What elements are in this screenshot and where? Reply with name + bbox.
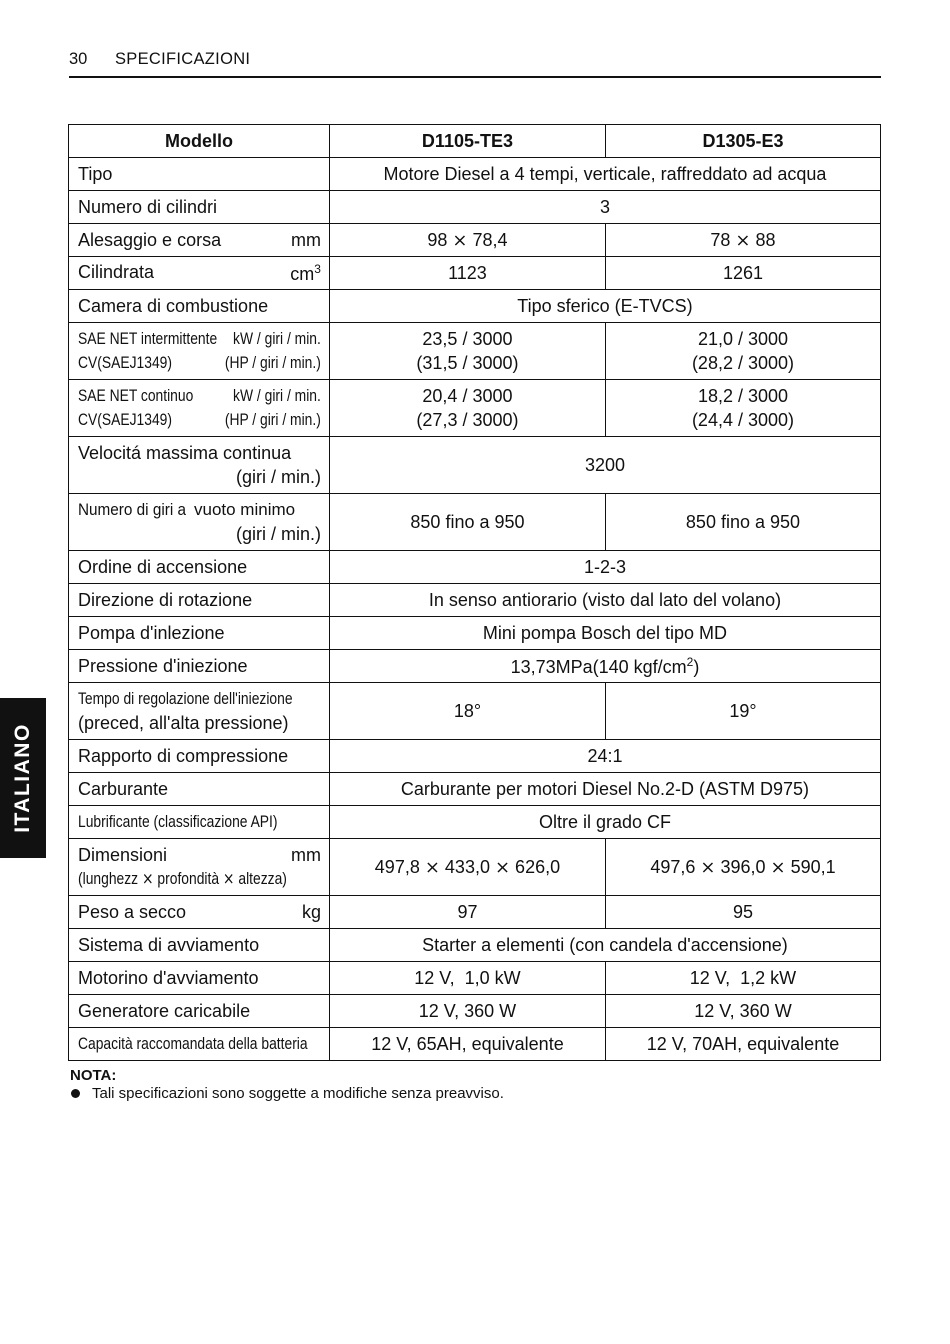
row-value-2: 12 V, 1,2 kW [605,962,880,995]
row-unit: kg [301,901,321,922]
row-label: Alesaggio e corsa [78,229,222,250]
row-label: Tempo di regolazione dell'iniezione [78,690,293,708]
row-label: Ordine di accensione [69,551,330,584]
row-label-2: (preced, all'alta pressione) [78,713,289,733]
row-unit: mm [290,845,321,865]
row-value: 3 [329,191,880,224]
note-title: NOTA: [70,1067,117,1084]
row-value: Starter a elementi (con candela d'accensione) [329,929,880,962]
language-tab-label: ITALIANO [11,723,35,833]
table-row [69,683,881,740]
row-value-1: 23,5 / 3000 (31,5 / 3000) [329,323,605,380]
page-header [69,48,881,78]
table-row [69,773,881,806]
table-row [69,929,881,962]
row-value-2: 19° [605,683,880,740]
row-value-1: 12 V, 360 W [329,995,605,1028]
note-text: Tali specificazioni sono soggette a modifiche senza preavviso. [92,1085,504,1102]
header-model-1: D1105-TE3 [329,125,605,158]
row-value-1: 98 ⨯ 78,4 [329,224,605,257]
row-value: Oltre il grado CF [329,806,880,839]
row-value: Carburante per motori Diesel No.2-D (ASTM D975) [329,773,880,806]
bullet-icon [71,1089,80,1098]
row-value: In senso antiorario (visto dal lato del volano) [329,584,880,617]
table-row [69,740,881,773]
row-value-1: 97 [329,896,605,929]
row-label: Tipo [69,158,330,191]
row-value-2: 497,6 ⨯ 396,0 ⨯ 590,1 [605,839,880,896]
row-label: SAE NET intermittente [78,330,218,348]
row-label: CV(SAEJ1349) [78,354,172,372]
row-label: Numero di giri a vuoto minimo [78,500,296,519]
row-label: Numero di cilindri [69,191,330,224]
table-row [69,617,881,650]
page-number: 30 [69,50,88,68]
row-label: Dimensioni [78,845,168,865]
row-unit: $cm^3$ [290,261,321,284]
row-label: Rapporto di compressione [69,740,330,773]
row-unit: (HP / giri / min.) [224,354,321,372]
row-label: Velocitá massima continua [78,443,292,463]
section-title: SPECIFICAZIONI [115,50,251,68]
table-row [69,806,881,839]
row-label: Capacità raccomandata della batteria [78,1034,308,1053]
header-modello: Modello [69,125,330,158]
table-header-row [69,125,881,158]
row-label-2: (lunghezz ⨯ profondità ⨯ altezza) [78,870,287,888]
row-value-1: 20,4 / 3000 (27,3 / 3000) [329,380,605,437]
table-row [69,896,881,929]
header-model-2: D1305-E3 [605,125,880,158]
row-value-1: 12 V, 65AH, equivalente [329,1028,605,1061]
row-label: Pressione d'iniezione [69,650,330,683]
table-row [69,380,881,437]
row-value: Mini pompa Bosch del tipo MD [329,617,880,650]
table-row [69,650,881,683]
row-value-1: 1123 [329,257,605,290]
spec-table [68,124,881,1061]
row-unit: (HP / giri / min.) [224,411,321,429]
table-row [69,584,881,617]
row-label: Generatore caricabile [69,995,330,1028]
row-label: Lubrificante (classificazione API) [78,812,278,831]
row-value: 1-2-3 [329,551,880,584]
language-tab [0,698,46,858]
table-row [69,158,881,191]
row-value: Tipo sferico (E-TVCS) [329,290,880,323]
table-row [69,257,881,290]
note-section [70,1067,504,1102]
row-unit: (giri / min.) [235,524,321,544]
row-unit: mm [290,229,321,250]
row-value-1: 850 fino a 950 [329,494,605,551]
table-row [69,551,881,584]
row-unit: kW / giri / min. [233,387,321,405]
row-label: Sistema di avviamento [69,929,330,962]
row-value-2: 78 ⨯ 88 [605,224,880,257]
row-label: Camera di combustione [69,290,330,323]
row-value-2: 12 V, 70AH, equivalente [605,1028,880,1061]
row-value-1: 12 V, 1,0 kW [329,962,605,995]
table-row [69,1028,881,1061]
note-item [70,1085,504,1102]
table-row [69,323,881,380]
row-value: 13,73MPa(140 kgf/$cm^2$) [329,650,880,683]
row-value: 24:1 [329,740,880,773]
row-label: Cilindrata [78,261,155,282]
row-label: Motorino d'avviamento [69,962,330,995]
row-value-1: 18° [329,683,605,740]
row-value-2: 1261 [605,257,880,290]
row-value: Motore Diesel a 4 tempi, verticale, raffreddato ad acqua [329,158,880,191]
row-label: SAE NET continuo [78,387,194,405]
row-value-1: 497,8 ⨯ 433,0 ⨯ 626,0 [329,839,605,896]
row-label: Pompa d'inlezione [69,617,330,650]
row-unit: kW / giri / min. [233,330,321,348]
table-row [69,839,881,896]
row-value-2: 850 fino a 950 [605,494,880,551]
row-value: 3200 [329,437,880,494]
table-row [69,437,881,494]
row-value-2: 12 V, 360 W [605,995,880,1028]
table-row [69,224,881,257]
row-label: Carburante [69,773,330,806]
table-row [69,494,881,551]
table-row [69,962,881,995]
row-value-2: 21,0 / 3000 (28,2 / 3000) [605,323,880,380]
table-row [69,191,881,224]
row-label: Peso a secco [78,901,187,922]
table-row [69,995,881,1028]
row-value-2: 95 [605,896,880,929]
row-unit: (giri / min.) [235,467,321,487]
row-value-2: 18,2 / 3000 (24,4 / 3000) [605,380,880,437]
row-label: Direzione di rotazione [69,584,330,617]
row-label: CV(SAEJ1349) [78,411,172,429]
table-row [69,290,881,323]
